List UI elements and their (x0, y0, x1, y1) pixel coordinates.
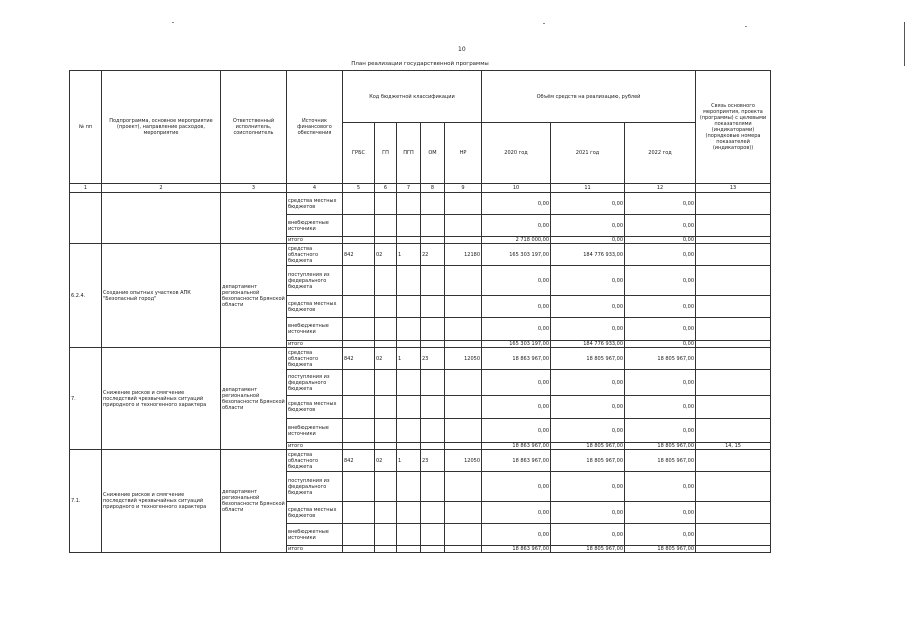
cell-2021: 0,00 (551, 296, 625, 318)
scan-speck (543, 23, 545, 24)
cell-2022: 0,00 (625, 237, 696, 244)
cell-source: внебюджетные источники (287, 524, 343, 546)
cell-indicator-link: 14, 15 (696, 443, 771, 450)
cell-num: 7. (70, 348, 102, 450)
cell-name: Снижение рисков и смягчение последствий чрезвычайных ситуаций природного и техногенного характера (102, 450, 221, 553)
cell-2020: 0,00 (482, 215, 551, 237)
cell-2021: 0,00 (551, 370, 625, 396)
cell-2020: 165 303 197,00 (482, 244, 551, 266)
cell-num (70, 193, 102, 244)
header-grbs: ГРБС (343, 123, 375, 184)
col-number: 12 (625, 184, 696, 193)
cell-2022: 0,00 (625, 244, 696, 266)
header-2022: 2022 год (625, 123, 696, 184)
header-num: № пп (70, 71, 102, 184)
header-2020: 2020 год (482, 123, 551, 184)
header-link: Связь основного мероприятия, проекта (программы) с целевыми показателями (индикаторами) (порядковые номера показателей (индикаторов)) (696, 71, 771, 184)
cell-2020: 0,00 (482, 318, 551, 341)
cell-gp: 02 (375, 450, 397, 472)
col-number: 11 (551, 184, 625, 193)
cell-2021: 18 805 967,00 (551, 443, 625, 450)
cell-source: итого (287, 443, 343, 450)
cell-grbs: 842 (343, 348, 375, 370)
cell-om: 23 (421, 348, 445, 370)
cell-source: средства областного бюджета (287, 450, 343, 472)
cell-2022: 0,00 (625, 524, 696, 546)
cell-om: 22 (421, 244, 445, 266)
cell-responsible: департамент региональной безопасности Брянской области (221, 244, 287, 348)
col-number: 3 (221, 184, 287, 193)
header-funds: Объём средств на реализацию, рублей (482, 71, 696, 123)
header-pgp: ПГП (397, 123, 421, 184)
plan-table (69, 70, 771, 553)
cell-2021: 18 805 967,00 (551, 348, 625, 370)
cell-name: Создание опытных участков АПК "Безопасный город" (102, 244, 221, 348)
cell-source: средства местных бюджетов (287, 396, 343, 419)
cell-responsible: департамент региональной безопасности Брянской области (221, 348, 287, 450)
cell-2022: 18 805 967,00 (625, 443, 696, 450)
cell-grbs: 842 (343, 244, 375, 266)
cell-2022: 0,00 (625, 318, 696, 341)
cell-source: поступления из федерального бюджета (287, 472, 343, 502)
col-number: 1 (70, 184, 102, 193)
cell-2021: 0,00 (551, 396, 625, 419)
cell-source: поступления из федерального бюджета (287, 266, 343, 296)
cell-2021: 18 805 967,00 (551, 450, 625, 472)
cell-2022: 0,00 (625, 341, 696, 348)
table-row (70, 193, 771, 215)
header-np: НР (445, 123, 482, 184)
cell-2021: 0,00 (551, 472, 625, 502)
cell-gp: 02 (375, 244, 397, 266)
cell-2022: 0,00 (625, 502, 696, 524)
cell-source: внебюджетные источники (287, 215, 343, 237)
cell-2020: 165 303 197,00 (482, 341, 551, 348)
cell-2022: 0,00 (625, 419, 696, 443)
col-number: 2 (102, 184, 221, 193)
cell-2020: 0,00 (482, 296, 551, 318)
cell-2020: 0,00 (482, 396, 551, 419)
cell-pgp: 1 (397, 348, 421, 370)
header-budget-code: Код бюджетной классификации (343, 71, 482, 123)
scan-speck (745, 26, 747, 27)
cell-source: итого (287, 546, 343, 553)
cell-2021: 0,00 (551, 502, 625, 524)
header-source: Источник финансового обеспечения (287, 71, 343, 184)
col-number: 9 (445, 184, 482, 193)
cell-2022: 0,00 (625, 193, 696, 215)
header-responsible: Ответственный исполнитель, соисполнитель (221, 71, 287, 184)
cell-2020: 0,00 (482, 193, 551, 215)
cell-2020: 0,00 (482, 524, 551, 546)
cell-2022: 18 805 967,00 (625, 450, 696, 472)
cell-2020: 18 863 967,00 (482, 546, 551, 553)
cell-2020: 18 863 967,00 (482, 348, 551, 370)
cell-pgp: 1 (397, 244, 421, 266)
col-number: 13 (696, 184, 771, 193)
cell-2020: 0,00 (482, 370, 551, 396)
cell-2022: 0,00 (625, 370, 696, 396)
cell-source: средства областного бюджета (287, 348, 343, 370)
cell-num: 6.2.4. (70, 244, 102, 348)
column-number-row (70, 184, 771, 193)
cell-2020: 18 863 967,00 (482, 450, 551, 472)
cell-2022: 18 805 967,00 (625, 546, 696, 553)
cell-2020: 0,00 (482, 502, 551, 524)
cell-om: 23 (421, 450, 445, 472)
table-row (70, 244, 771, 266)
cell-grbs: 842 (343, 450, 375, 472)
cell-2022: 0,00 (625, 296, 696, 318)
cell-2020: 18 863 967,00 (482, 443, 551, 450)
cell-2021: 0,00 (551, 318, 625, 341)
table-row (70, 348, 771, 370)
cell-2020: 0,00 (482, 472, 551, 502)
col-number: 8 (421, 184, 445, 193)
col-number: 6 (375, 184, 397, 193)
cell-np: 12180 (445, 244, 482, 266)
cell-num: 7.1. (70, 450, 102, 553)
cell-source: средства областного бюджета (287, 244, 343, 266)
cell-source: средства местных бюджетов (287, 502, 343, 524)
cell-source: внебюджетные источники (287, 419, 343, 443)
cell-np: 12050 (445, 348, 482, 370)
cell-2021: 0,00 (551, 237, 625, 244)
cell-np: 12050 (445, 450, 482, 472)
cell-source: внебюджетные источники (287, 318, 343, 341)
table-row (70, 450, 771, 472)
cell-name: Снижение рисков и смягчение последствий чрезвычайных ситуаций природного и техногенного характера (102, 348, 221, 450)
col-number: 4 (287, 184, 343, 193)
cell-2021: 0,00 (551, 215, 625, 237)
cell-pgp: 1 (397, 450, 421, 472)
header-om: ОМ (421, 123, 445, 184)
cell-2021: 0,00 (551, 266, 625, 296)
cell-2020: 0,00 (482, 266, 551, 296)
header-program: Подпрограмма, основное мероприятие (проект), направление расходов, мероприятие (102, 71, 221, 184)
col-number: 10 (482, 184, 551, 193)
cell-responsible: департамент региональной безопасности Брянской области (221, 450, 287, 553)
cell-2021: 184 776 933,00 (551, 341, 625, 348)
cell-source: средства местных бюджетов (287, 193, 343, 215)
cell-name (102, 193, 221, 244)
table-caption: План реализации государственной программы (351, 61, 489, 67)
cell-2020: 0,00 (482, 419, 551, 443)
page-number: 10 (458, 46, 466, 53)
cell-2022: 0,00 (625, 266, 696, 296)
cell-2021: 0,00 (551, 193, 625, 215)
cell-gp: 02 (375, 348, 397, 370)
col-number: 5 (343, 184, 375, 193)
cell-source: итого (287, 341, 343, 348)
cell-source: средства местных бюджетов (287, 296, 343, 318)
cell-2021: 0,00 (551, 524, 625, 546)
cell-2022: 0,00 (625, 472, 696, 502)
cell-responsible (221, 193, 287, 244)
header-2021: 2021 год (551, 123, 625, 184)
cell-2021: 18 805 967,00 (551, 546, 625, 553)
scan-speck (172, 22, 174, 23)
cell-2021: 0,00 (551, 419, 625, 443)
header-gp: ГП (375, 123, 397, 184)
cell-source: итого (287, 237, 343, 244)
cell-2020: 2 718 000,00 (482, 237, 551, 244)
cell-2022: 0,00 (625, 396, 696, 419)
cell-2022: 18 805 967,00 (625, 348, 696, 370)
header-row (70, 71, 771, 123)
cell-2021: 184 776 933,00 (551, 244, 625, 266)
col-number: 7 (397, 184, 421, 193)
cell-source: поступления из федерального бюджета (287, 370, 343, 396)
cell-2022: 0,00 (625, 215, 696, 237)
